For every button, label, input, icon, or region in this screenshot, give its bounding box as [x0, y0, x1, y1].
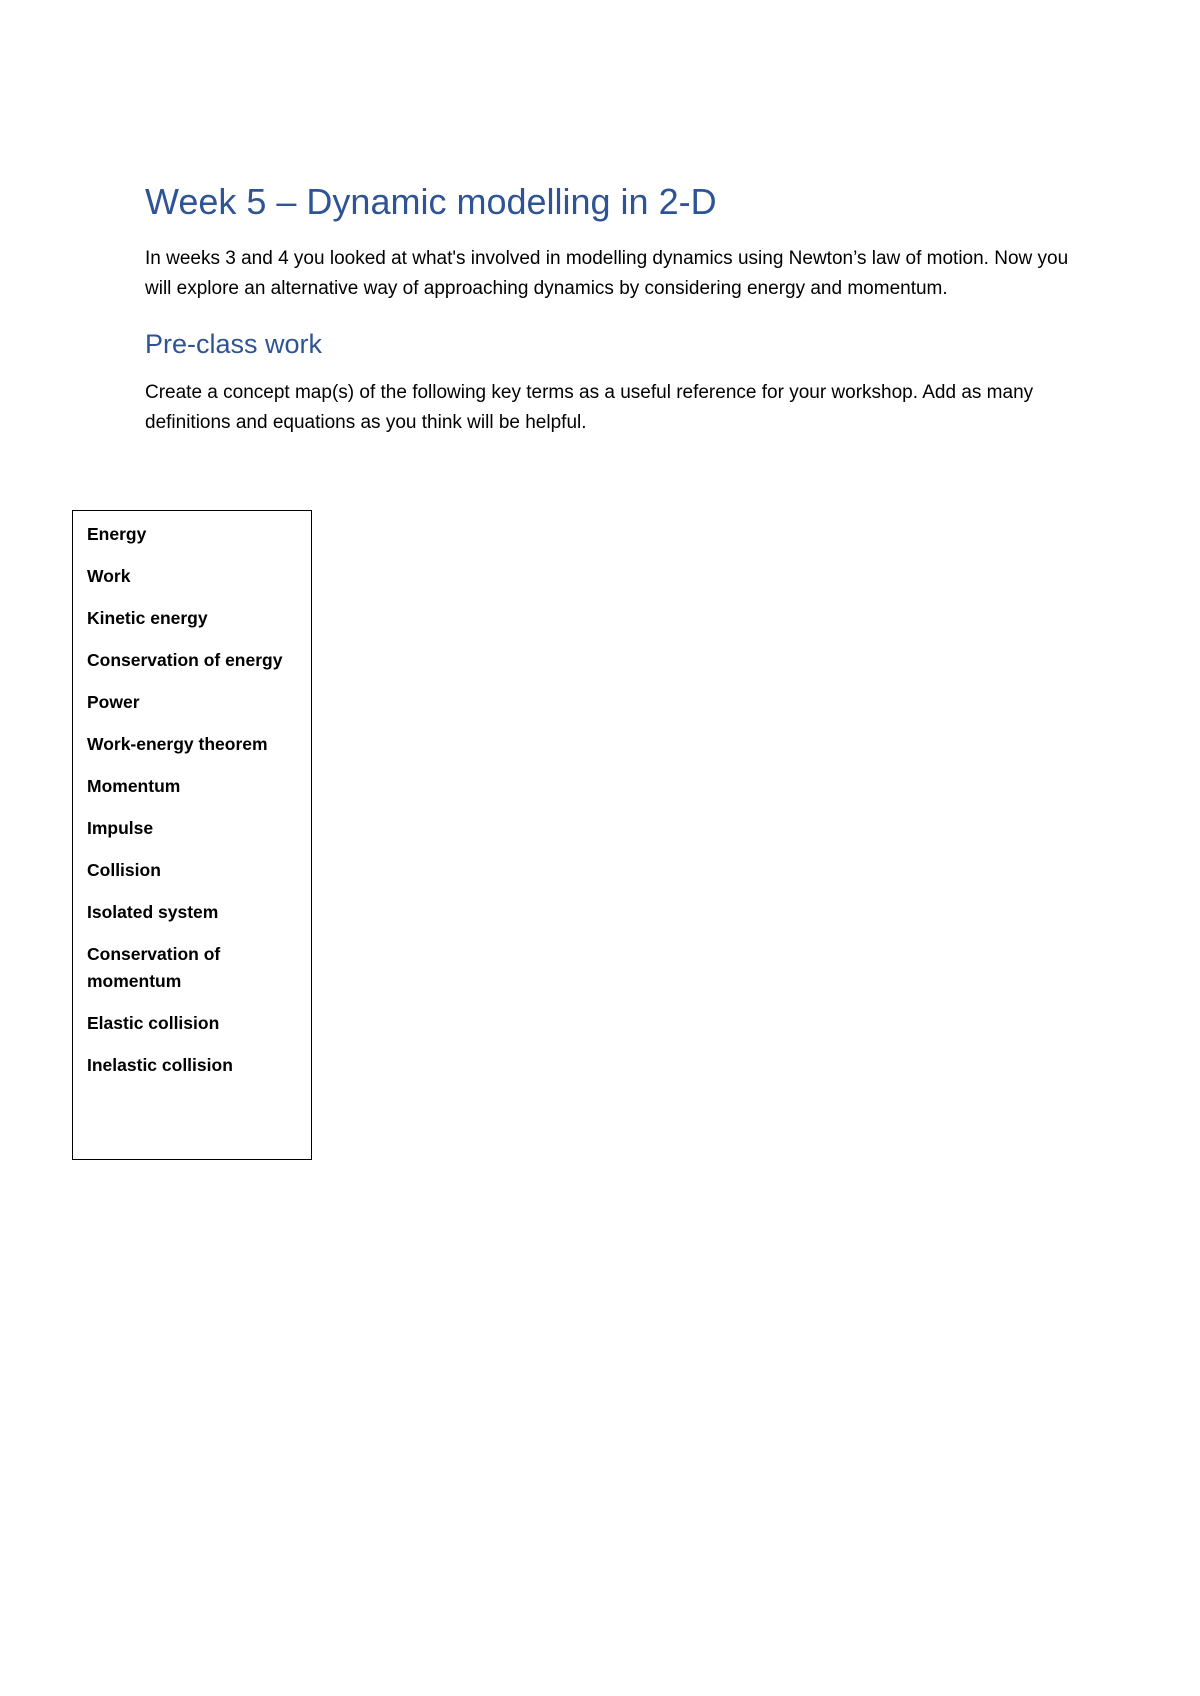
key-term-work-energy-theorem: Work-energy theorem: [87, 734, 268, 754]
key-term-power: Power: [87, 692, 140, 712]
key-term-impulse: Impulse: [87, 818, 154, 838]
key-term-momentum: Momentum: [87, 776, 181, 796]
key-term-kinetic-energy: Kinetic energy: [87, 608, 208, 628]
intro-paragraph: In weeks 3 and 4 you looked at what's involved in modelling dynamics using Newton’s law of motion. Now you will explore an alternative way of approaching dynamics by considering energy and momentum.: [145, 248, 1069, 299]
section-heading: Pre-class work: [145, 329, 323, 359]
key-term-isolated-system: Isolated system: [87, 902, 219, 922]
key-term-energy: Energy: [87, 524, 147, 544]
key-term-conservation-of-momentum: Conservation of momentum: [87, 944, 221, 991]
document-body: [145, 180, 1075, 438]
key-term-elastic-collision: Elastic collision: [87, 1013, 220, 1033]
instructions-paragraph: Create a concept map(s) of the following key terms as a useful reference for your workshop. Add as many definitions and equations as you think will be helpful.: [145, 382, 1034, 433]
key-term-inelastic-collision: Inelastic collision: [87, 1055, 233, 1075]
page-title: Week 5 – Dynamic modelling in 2-D: [145, 181, 717, 222]
key-term-collision: Collision: [87, 860, 161, 880]
key-term-work: Work: [87, 566, 131, 586]
key-term-conservation-of-energy: Conservation of energy: [87, 650, 283, 670]
key-terms-box: [72, 510, 312, 1160]
key-terms-list: [87, 521, 299, 1079]
